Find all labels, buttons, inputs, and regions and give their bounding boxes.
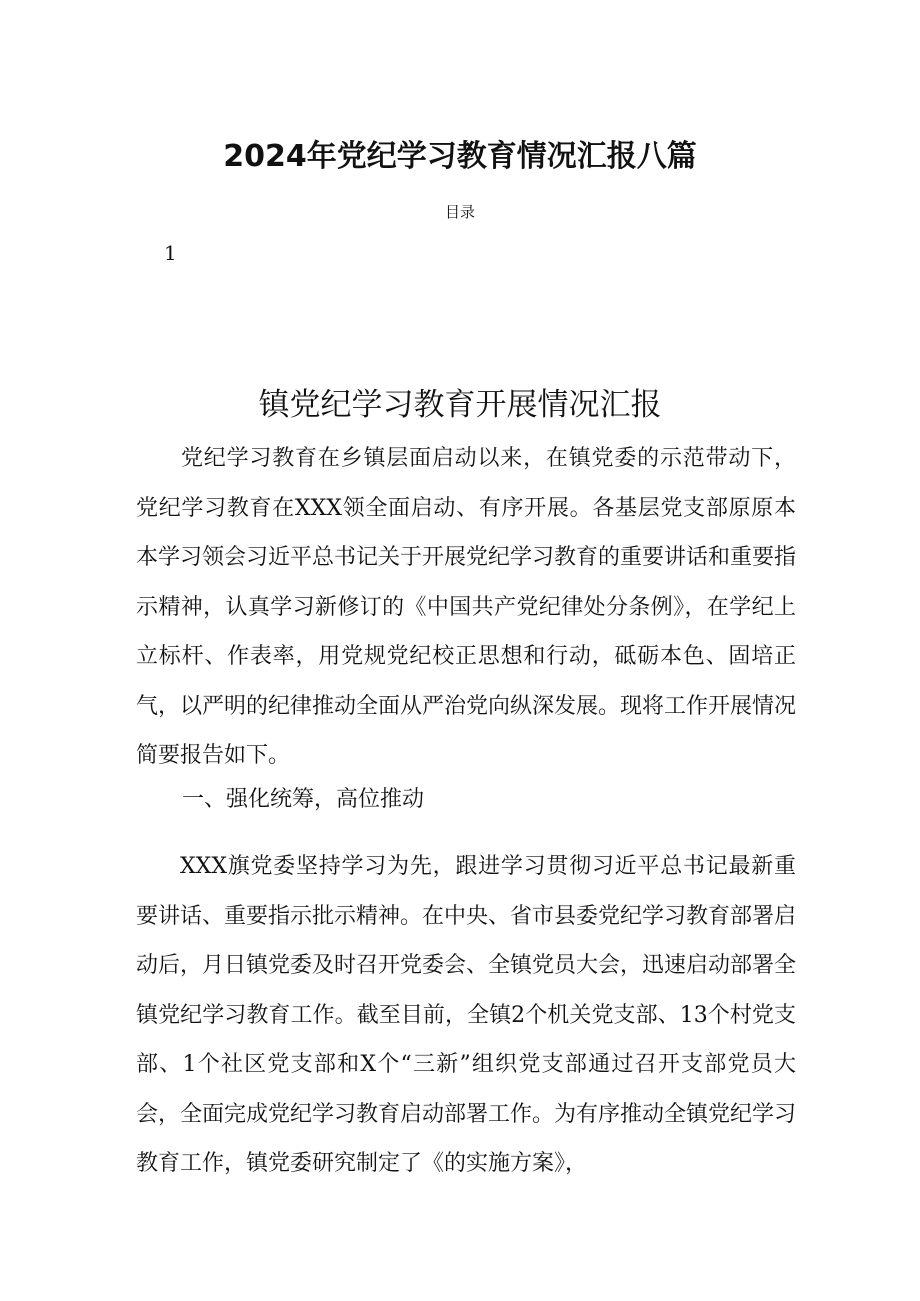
section-title: 镇党纪学习教育开展情况汇报 xyxy=(258,387,662,423)
body-paragraph-section-1: XXX旗党委坚持学习为先，跟进学习贯彻习近平总书记最新重要讲话、重要指示批示精神。在中央、省市县委党纪学习教育部署启动后，月日镇党委及时召开党委会、全镇党员大会，迅速启动部署全镇党纪学习教育工作。截至目前，全镇2个机关党支部、13个村党支部、1个社区党支部和X个“三新”组织党支部通过召开支部党员大会，全面完成党纪学习教育启动部署工作。为有序推动全镇党纪学习教育工作，镇党委研究制定了《的实施方案》， xyxy=(136,854,797,1176)
toc-item[interactable]: 1 xyxy=(164,241,177,265)
body-paragraph-intro: 党纪学习教育在乡镇层面启动以来，在镇党委的示范带动下，党纪学习教育在XXX领全面启动、有序开展。各基层党支部原原本本学习领会习近平总书记关于开展党纪学习教育的重要讲话和重要指示精神，认真学习新修订的《中国共产党纪律处分条例》，在学纪上立标杆、作表率，用党规党纪校正思想和行动，砥砺本色、固培正气，以严明的纪律推动全面从严治党向纵深发展。现将工作开展情况简要报告如下。 xyxy=(136,446,797,768)
subheading-1: 一、强化统筹，高位推动 xyxy=(182,787,425,812)
toc-label: 目录 xyxy=(444,203,475,221)
document-title: 2024年党纪学习教育情况汇报八篇 xyxy=(223,139,697,174)
